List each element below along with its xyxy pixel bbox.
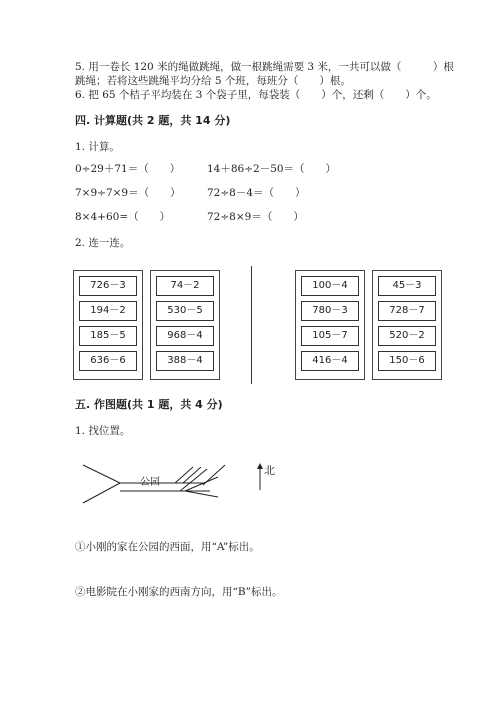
match-box: 105－7 bbox=[301, 326, 359, 346]
north-label: 北 bbox=[264, 464, 275, 477]
section5-heading: 五. 作图题(共 1 题，共 4 分) bbox=[75, 398, 223, 411]
match-box: 780－3 bbox=[301, 301, 359, 321]
match-box: 185－5 bbox=[79, 326, 137, 346]
calc-2-left: 7×9÷7×9＝（ ） bbox=[75, 187, 181, 199]
match-box: 530－5 bbox=[156, 301, 214, 321]
calc-1-left: 0÷29＋71＝（ ） bbox=[75, 163, 181, 175]
match-box: 968－4 bbox=[156, 326, 214, 346]
match-box: 416－4 bbox=[301, 351, 359, 371]
match-box: 636－6 bbox=[79, 351, 137, 371]
calc-label: 1. 计算。 bbox=[75, 141, 120, 153]
calc-1-right: 14＋86÷2－50＝（ ） bbox=[207, 163, 337, 175]
park-label: 公园 bbox=[140, 477, 160, 488]
task-1: ①小刚的家在公园的西面，用“A”标出。 bbox=[75, 541, 260, 553]
match-box: 520－2 bbox=[378, 326, 436, 346]
calc-3-right: 72÷8×9＝（ ） bbox=[207, 211, 304, 223]
match-box: 150－6 bbox=[378, 351, 436, 371]
match-box: 726－3 bbox=[79, 276, 137, 296]
match-label: 2. 连一连。 bbox=[75, 237, 131, 249]
q6: 6. 把 65 个桔子平均装在 3 个袋子里，每袋装（ ）个，还剩（ ）个。 bbox=[75, 89, 437, 101]
match-box: 45－3 bbox=[378, 276, 436, 296]
calc-2-right: 72÷8－4＝（ ） bbox=[207, 187, 306, 199]
task-2: ②电影院在小刚家的西南方向，用“B”标出。 bbox=[75, 586, 283, 598]
calc-3-left: 8×4+60=（ ） bbox=[75, 211, 171, 223]
match-divider bbox=[251, 266, 252, 384]
match-box: 74－2 bbox=[156, 276, 214, 296]
match-box: 100－4 bbox=[301, 276, 359, 296]
match-box: 728－7 bbox=[378, 301, 436, 321]
q5-line2: 跳绳；若将这些跳绳平均分给 5 个班，每班分（ ）根。 bbox=[75, 75, 351, 87]
q5-line1: 5. 用一卷长 120 米的绳做跳绳，做一根跳绳需要 3 米，一共可以做（ ）根 bbox=[75, 61, 454, 73]
section4-heading: 四. 计算题(共 2 题，共 14 分) bbox=[75, 114, 231, 127]
match-box: 194－2 bbox=[79, 301, 137, 321]
match-box: 388－4 bbox=[156, 351, 214, 371]
find-position-label: 1. 找位置。 bbox=[75, 425, 131, 437]
